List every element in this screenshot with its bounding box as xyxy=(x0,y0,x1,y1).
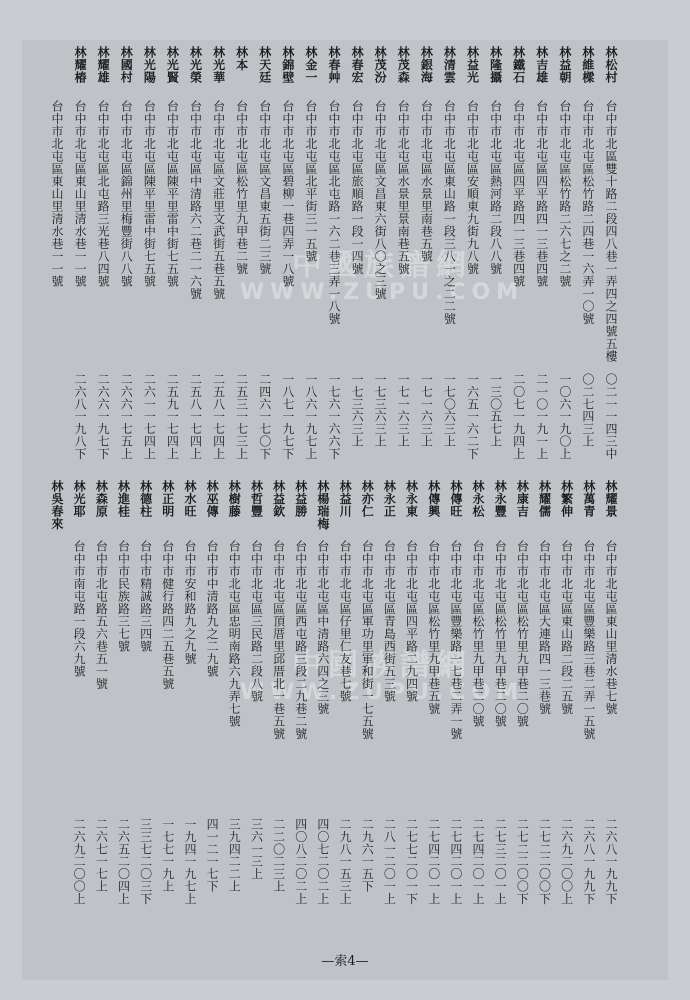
entry-name: 林德柱 xyxy=(138,480,153,518)
entry-ref: 二〇二上 xyxy=(315,855,330,905)
entry-ref: 一七上 xyxy=(94,855,109,893)
entry-page: 二五八 xyxy=(188,373,203,411)
entry-name: 林國村 xyxy=(119,46,134,84)
entry-ref: 二〇〇下 xyxy=(515,855,530,905)
entry-name: 林耀雄 xyxy=(96,46,111,84)
entry-page: 四〇七 xyxy=(315,818,330,856)
entry-ref: 二〇〇下 xyxy=(537,855,552,905)
entry-address: 台中市北屯區中清路六二巷二一六號 xyxy=(188,100,203,300)
entry-address: 台中市北區雙十路二段四八巷一弄四之四號五樓 xyxy=(604,100,618,363)
entry-address: 台中市北屯區松竹路二六七之二號 xyxy=(557,100,572,288)
entry-address: 台中市北屯區北平街三一五號 xyxy=(303,100,318,263)
entry-name: 林耀椿 xyxy=(73,46,88,84)
entry-name: 林維樑 xyxy=(580,46,595,84)
entry-page: 二九八 xyxy=(338,818,353,856)
entry-page: 二二〇 xyxy=(271,818,286,856)
entry-name: 林傳興 xyxy=(426,480,441,518)
entry-name: 林康吉 xyxy=(515,480,530,518)
entry-name: 林益勝 xyxy=(293,480,308,518)
entry-address: 台中市北屯區東山里清水巷一一號 xyxy=(50,100,64,288)
entry-ref: 六三上 xyxy=(442,410,457,448)
entry-ref: 一七四上 xyxy=(142,410,157,460)
entry-page: 二六八 xyxy=(73,373,88,411)
entry-name: 林光華 xyxy=(211,46,226,84)
entry-address: 台中市北屯區文昌東五街二三號 xyxy=(257,100,272,275)
entry-address: 台中市北屯區西屯路三段二九巷二號 xyxy=(293,540,308,740)
entry-page: 二七七 xyxy=(404,818,419,856)
entry-page: 二七三 xyxy=(493,818,508,856)
entry-ref: 一九〇上 xyxy=(557,410,572,460)
entry-page: 三六一 xyxy=(249,818,264,856)
entry-ref: 一九一上 xyxy=(534,410,549,460)
entry-page: 一七六 xyxy=(327,373,341,411)
entry-page: 二六七 xyxy=(94,818,109,856)
entry-ref: 一七四上 xyxy=(211,410,226,460)
entry-address: 台中市北屯區文昌東六街八〇之三號 xyxy=(373,100,388,300)
entry-address: 台中市北屯區東山路二段二五號 xyxy=(559,540,574,715)
entry-name: 林萬青 xyxy=(581,480,596,518)
entry-page: 二七二 xyxy=(537,818,552,856)
entry-page: 二五八 xyxy=(211,373,226,411)
entry-address: 台中市北屯區四平路二九四號 xyxy=(404,540,419,703)
entry-ref: 四三上 xyxy=(580,410,595,448)
entry-address: 台中市北屯區水景里景南巷五號 xyxy=(396,100,411,275)
entry-page: 一三〇 xyxy=(488,373,503,411)
watermark-en-top: WWW.ZUPU.COM xyxy=(239,280,525,305)
entry-name: 林耀儒 xyxy=(537,480,552,518)
entry-page: 一六五 xyxy=(465,373,480,411)
entry-page: 二五三 xyxy=(234,373,249,411)
entry-ref: 六三上 xyxy=(396,410,411,448)
entry-address: 台中市北屯區松竹里九甲巷二〇號 xyxy=(471,540,486,728)
entry-address: 台中市安和路九之九號 xyxy=(182,540,197,665)
entry-name: 林光耶 xyxy=(72,480,87,518)
entry-address: 台中市北屯區北屯路一六二巷三弄一八號 xyxy=(327,100,341,325)
entry-address: 台中市北屯區仔里仁友巷七號 xyxy=(338,540,353,703)
watermark-en-bottom: WWW.ZUPU.COM xyxy=(239,680,525,705)
entry-address: 台中市北屯區松竹路二四巷一六弄一〇號 xyxy=(580,100,595,325)
entry-address: 台中市北屯區碧柳一巷四弄一八號 xyxy=(280,100,295,288)
entry-address: 台中市北屯區豐樂路一七巷二弄一號 xyxy=(448,540,463,740)
entry-name: 林益朝 xyxy=(557,46,572,84)
entry-ref: 一九九下 xyxy=(604,855,618,905)
entry-name: 林樹藤 xyxy=(227,480,242,518)
entry-name: 林永正 xyxy=(382,480,397,518)
entry-name: 林春艸 xyxy=(327,46,341,84)
entry-page: 一七一 xyxy=(396,373,411,411)
entry-name: 林本 xyxy=(234,46,249,71)
entry-page: 二一〇 xyxy=(534,373,549,411)
entry-name: 林森原 xyxy=(94,480,109,518)
entry-page: 二六五 xyxy=(116,818,131,856)
entry-ref: 六三上 xyxy=(373,410,388,448)
entry-name: 林亦仁 xyxy=(360,480,375,518)
entry-ref: 二三上 xyxy=(271,855,286,893)
entry-page: 三三七 xyxy=(138,818,153,856)
entry-page: 二七四 xyxy=(426,818,441,856)
entry-ref: 六三上 xyxy=(350,410,365,448)
page-number: —索4— xyxy=(321,954,369,969)
entry-ref: 一九七上 xyxy=(182,855,197,905)
entry-name: 林鐵石 xyxy=(511,46,526,84)
entry-page: 二六六 xyxy=(96,373,111,411)
entry-address: 台中市北屯區錦州里梅豐街八八號 xyxy=(119,100,134,288)
entry-name: 林耀景 xyxy=(604,480,618,518)
entry-page: 二六九 xyxy=(72,818,87,856)
entry-address: 台中市北屯區北屯路三光巷八四號 xyxy=(96,100,111,288)
entry-ref: 二〇一上 xyxy=(382,855,397,905)
entry-address: 台中市北屯區四平路四一三巷四號 xyxy=(511,100,526,288)
entry-ref: 一九上 xyxy=(160,855,175,893)
entry-ref: 一七五上 xyxy=(119,410,134,460)
entry-name: 林繁伸 xyxy=(559,480,574,518)
entry-page: 二七二 xyxy=(515,818,530,856)
entry-page: 〇二一 xyxy=(604,373,618,411)
entry-name: 林銀海 xyxy=(419,46,434,84)
entry-page: 一八七 xyxy=(280,373,295,411)
entry-ref: 二〇〇上 xyxy=(72,855,87,905)
entry-ref: 一七三上 xyxy=(234,410,249,460)
entry-ref: 一七四上 xyxy=(165,410,180,460)
entry-page: 二六九 xyxy=(559,818,574,856)
entry-page: 二〇七 xyxy=(511,373,526,411)
entry-page: 二六八 xyxy=(604,818,618,856)
entry-name: 林天廷 xyxy=(257,46,272,84)
entry-address: 台中市精誠路三四號 xyxy=(138,540,153,653)
entry-name: 林錦壁 xyxy=(280,46,295,84)
entry-page: 二五九 xyxy=(165,373,180,411)
entry-page: 二八一 xyxy=(382,818,397,856)
entry-address: 台中市北屯區文莊里文武街五巷五號 xyxy=(211,100,226,300)
entry-address: 台中市健行路四二五巷五號 xyxy=(160,540,175,690)
entry-name: 林光陽 xyxy=(142,46,157,84)
entry-ref: 二〇三下 xyxy=(138,855,153,905)
entry-address: 台中市北屯區熱河路二段八八號 xyxy=(488,100,503,275)
entry-page: 二七四 xyxy=(471,818,486,856)
entry-name: 林吉雄 xyxy=(534,46,549,84)
entry-ref: 一五下 xyxy=(360,855,375,893)
entry-name: 林吳春來 xyxy=(50,480,64,530)
entry-name: 林茂汾 xyxy=(373,46,388,84)
entry-ref: 一九七上 xyxy=(303,410,318,460)
entry-ref: 二〇二上 xyxy=(293,855,308,905)
entry-address: 台中市北屯區陳平里雷中街七五號 xyxy=(142,100,157,288)
entry-address: 台中市北屯區安順東九街九八號 xyxy=(465,100,480,275)
entry-name: 林光榮 xyxy=(188,46,203,84)
entry-ref: 一五三上 xyxy=(338,855,353,905)
entry-address: 台中市北屯區東山路一段三八一之二二號 xyxy=(442,100,457,325)
entry-name: 林光賢 xyxy=(165,46,180,84)
entry-ref: 二〇一上 xyxy=(426,855,441,905)
entry-name: 林隆攝 xyxy=(488,46,503,84)
entry-ref: 一六二下 xyxy=(465,410,480,460)
entry-name: 林永松 xyxy=(471,480,486,518)
entry-name: 林春宏 xyxy=(350,46,365,84)
entry-address: 台中市北屯區軍功里軍和街一七五號 xyxy=(360,540,375,740)
entry-page: 二六六 xyxy=(119,373,134,411)
entry-page: 一九四 xyxy=(182,818,197,856)
entry-address: 台中市北屯區松竹里九甲巷二〇號 xyxy=(493,540,508,728)
entry-name: 林益川 xyxy=(338,480,353,518)
entry-name: 林永東 xyxy=(404,480,419,518)
entry-name: 林金一 xyxy=(303,46,318,84)
entry-address: 台中市北屯區忠明南路六九弄七號 xyxy=(227,540,242,728)
entry-name: 林益欽 xyxy=(271,480,286,518)
entry-ref: 一七下 xyxy=(205,855,220,893)
entry-name: 林巫傳 xyxy=(205,480,220,518)
entry-page: 一〇六 xyxy=(557,373,572,411)
entry-page: 一七七 xyxy=(160,818,175,856)
entry-ref: 二二上 xyxy=(227,855,242,893)
entry-page: 二六八 xyxy=(581,818,596,856)
entry-name: 林水旺 xyxy=(182,480,197,518)
entry-address: 台中市北屯區頂厝里邱厝北一巷五號 xyxy=(271,540,286,740)
entry-address: 台中市北屯路五六巷五一號 xyxy=(94,540,109,690)
entry-address: 台中市北屯區東山里清水巷七號 xyxy=(604,540,618,715)
entry-page: 二六一 xyxy=(142,373,157,411)
entry-ref: 二〇一上 xyxy=(448,855,463,905)
entry-page: 一七三 xyxy=(350,373,365,411)
entry-address: 台中市北屯區水景里南巷五號 xyxy=(419,100,434,263)
entry-address: 台中市中清路九之二九號 xyxy=(205,540,220,678)
entry-ref: 二〇一下 xyxy=(404,855,419,905)
entry-address: 台中市北屯區大連路四一三巷號 xyxy=(537,540,552,715)
entry-ref: 一七四上 xyxy=(188,410,203,460)
entry-name: 林清雲 xyxy=(442,46,457,84)
entry-name: 林永豐 xyxy=(493,480,508,518)
entry-page: 〇二七 xyxy=(580,373,595,411)
entry-ref: 二〇四上 xyxy=(116,855,131,905)
watermark-cn-bottom: 中國族譜網 xyxy=(292,648,472,683)
entry-ref: 一七〇下 xyxy=(257,410,272,460)
entry-address: 台中市北屯區豐樂路三巷二弄一五號 xyxy=(581,540,596,740)
entry-address: 台中市北屯區三民路二段八號 xyxy=(249,540,264,703)
entry-name: 林茂森 xyxy=(396,46,411,84)
entry-address: 台中市南屯路一段六九號 xyxy=(72,540,87,678)
entry-address: 台中市北屯區四平路四一三巷四號 xyxy=(534,100,549,288)
entry-page: 二九六 xyxy=(360,818,375,856)
entry-address: 台中市民族路三七號 xyxy=(116,540,131,653)
entry-ref: 六三上 xyxy=(419,410,434,448)
entry-ref: 一九七下 xyxy=(280,410,295,460)
entry-name: 林楊瑞梅 xyxy=(315,480,330,530)
entry-address: 台中市北屯區旅順路一段一四號 xyxy=(350,100,365,275)
entry-name: 林松村 xyxy=(604,46,618,84)
entry-ref: 二〇一上 xyxy=(471,855,486,905)
entry-name: 林進桂 xyxy=(116,480,131,518)
entry-address: 台中市北屯區青島西街五三號 xyxy=(382,540,397,703)
entry-name: 林哲豐 xyxy=(249,480,264,518)
entry-ref: 一六六下 xyxy=(327,410,341,460)
entry-page: 二四六 xyxy=(257,373,272,411)
entry-page: 二七四 xyxy=(448,818,463,856)
entry-ref: 一九四上 xyxy=(511,410,526,460)
entry-page: 四〇八 xyxy=(293,818,308,856)
entry-ref: 一四三中 xyxy=(604,410,618,460)
entry-address: 台中市北屯區陳平里雷中街七五號 xyxy=(165,100,180,288)
entry-name: 林益光 xyxy=(465,46,480,84)
entry-address: 台中市北屯區東山里清水巷一一號 xyxy=(73,100,88,288)
entry-page: 一七三 xyxy=(373,373,388,411)
entry-ref: 一九七下 xyxy=(96,410,111,460)
entry-address: 台中市北屯區中清路六四之三號 xyxy=(315,540,330,715)
entry-ref: 一九九下 xyxy=(581,855,596,905)
entry-name: 林正明 xyxy=(160,480,175,518)
entry-ref: 五七上 xyxy=(488,410,503,448)
entry-ref: 二〇〇上 xyxy=(559,855,574,905)
entry-ref: 二〇一上 xyxy=(493,855,508,905)
entry-address: 台中市北屯區松竹里九甲巷五號 xyxy=(426,540,441,715)
entry-address: 台中市北屯區松竹里九甲巷二號 xyxy=(234,100,249,275)
entry-page: 一八六 xyxy=(303,373,318,411)
entry-page: 三九四 xyxy=(227,818,242,856)
entry-address: 台中市北屯區松竹里九甲巷二〇號 xyxy=(515,540,530,728)
entry-ref: 三上 xyxy=(249,855,264,880)
watermark-cn-top: 中國族譜網 xyxy=(292,248,472,283)
entry-page: 一七〇 xyxy=(442,373,457,411)
entry-page: 四一二 xyxy=(205,818,220,856)
entry-ref: 一九八下 xyxy=(73,410,88,460)
entry-name: 林傳旺 xyxy=(448,480,463,518)
index-page xyxy=(22,40,668,980)
entry-page: 一七一 xyxy=(419,373,434,411)
